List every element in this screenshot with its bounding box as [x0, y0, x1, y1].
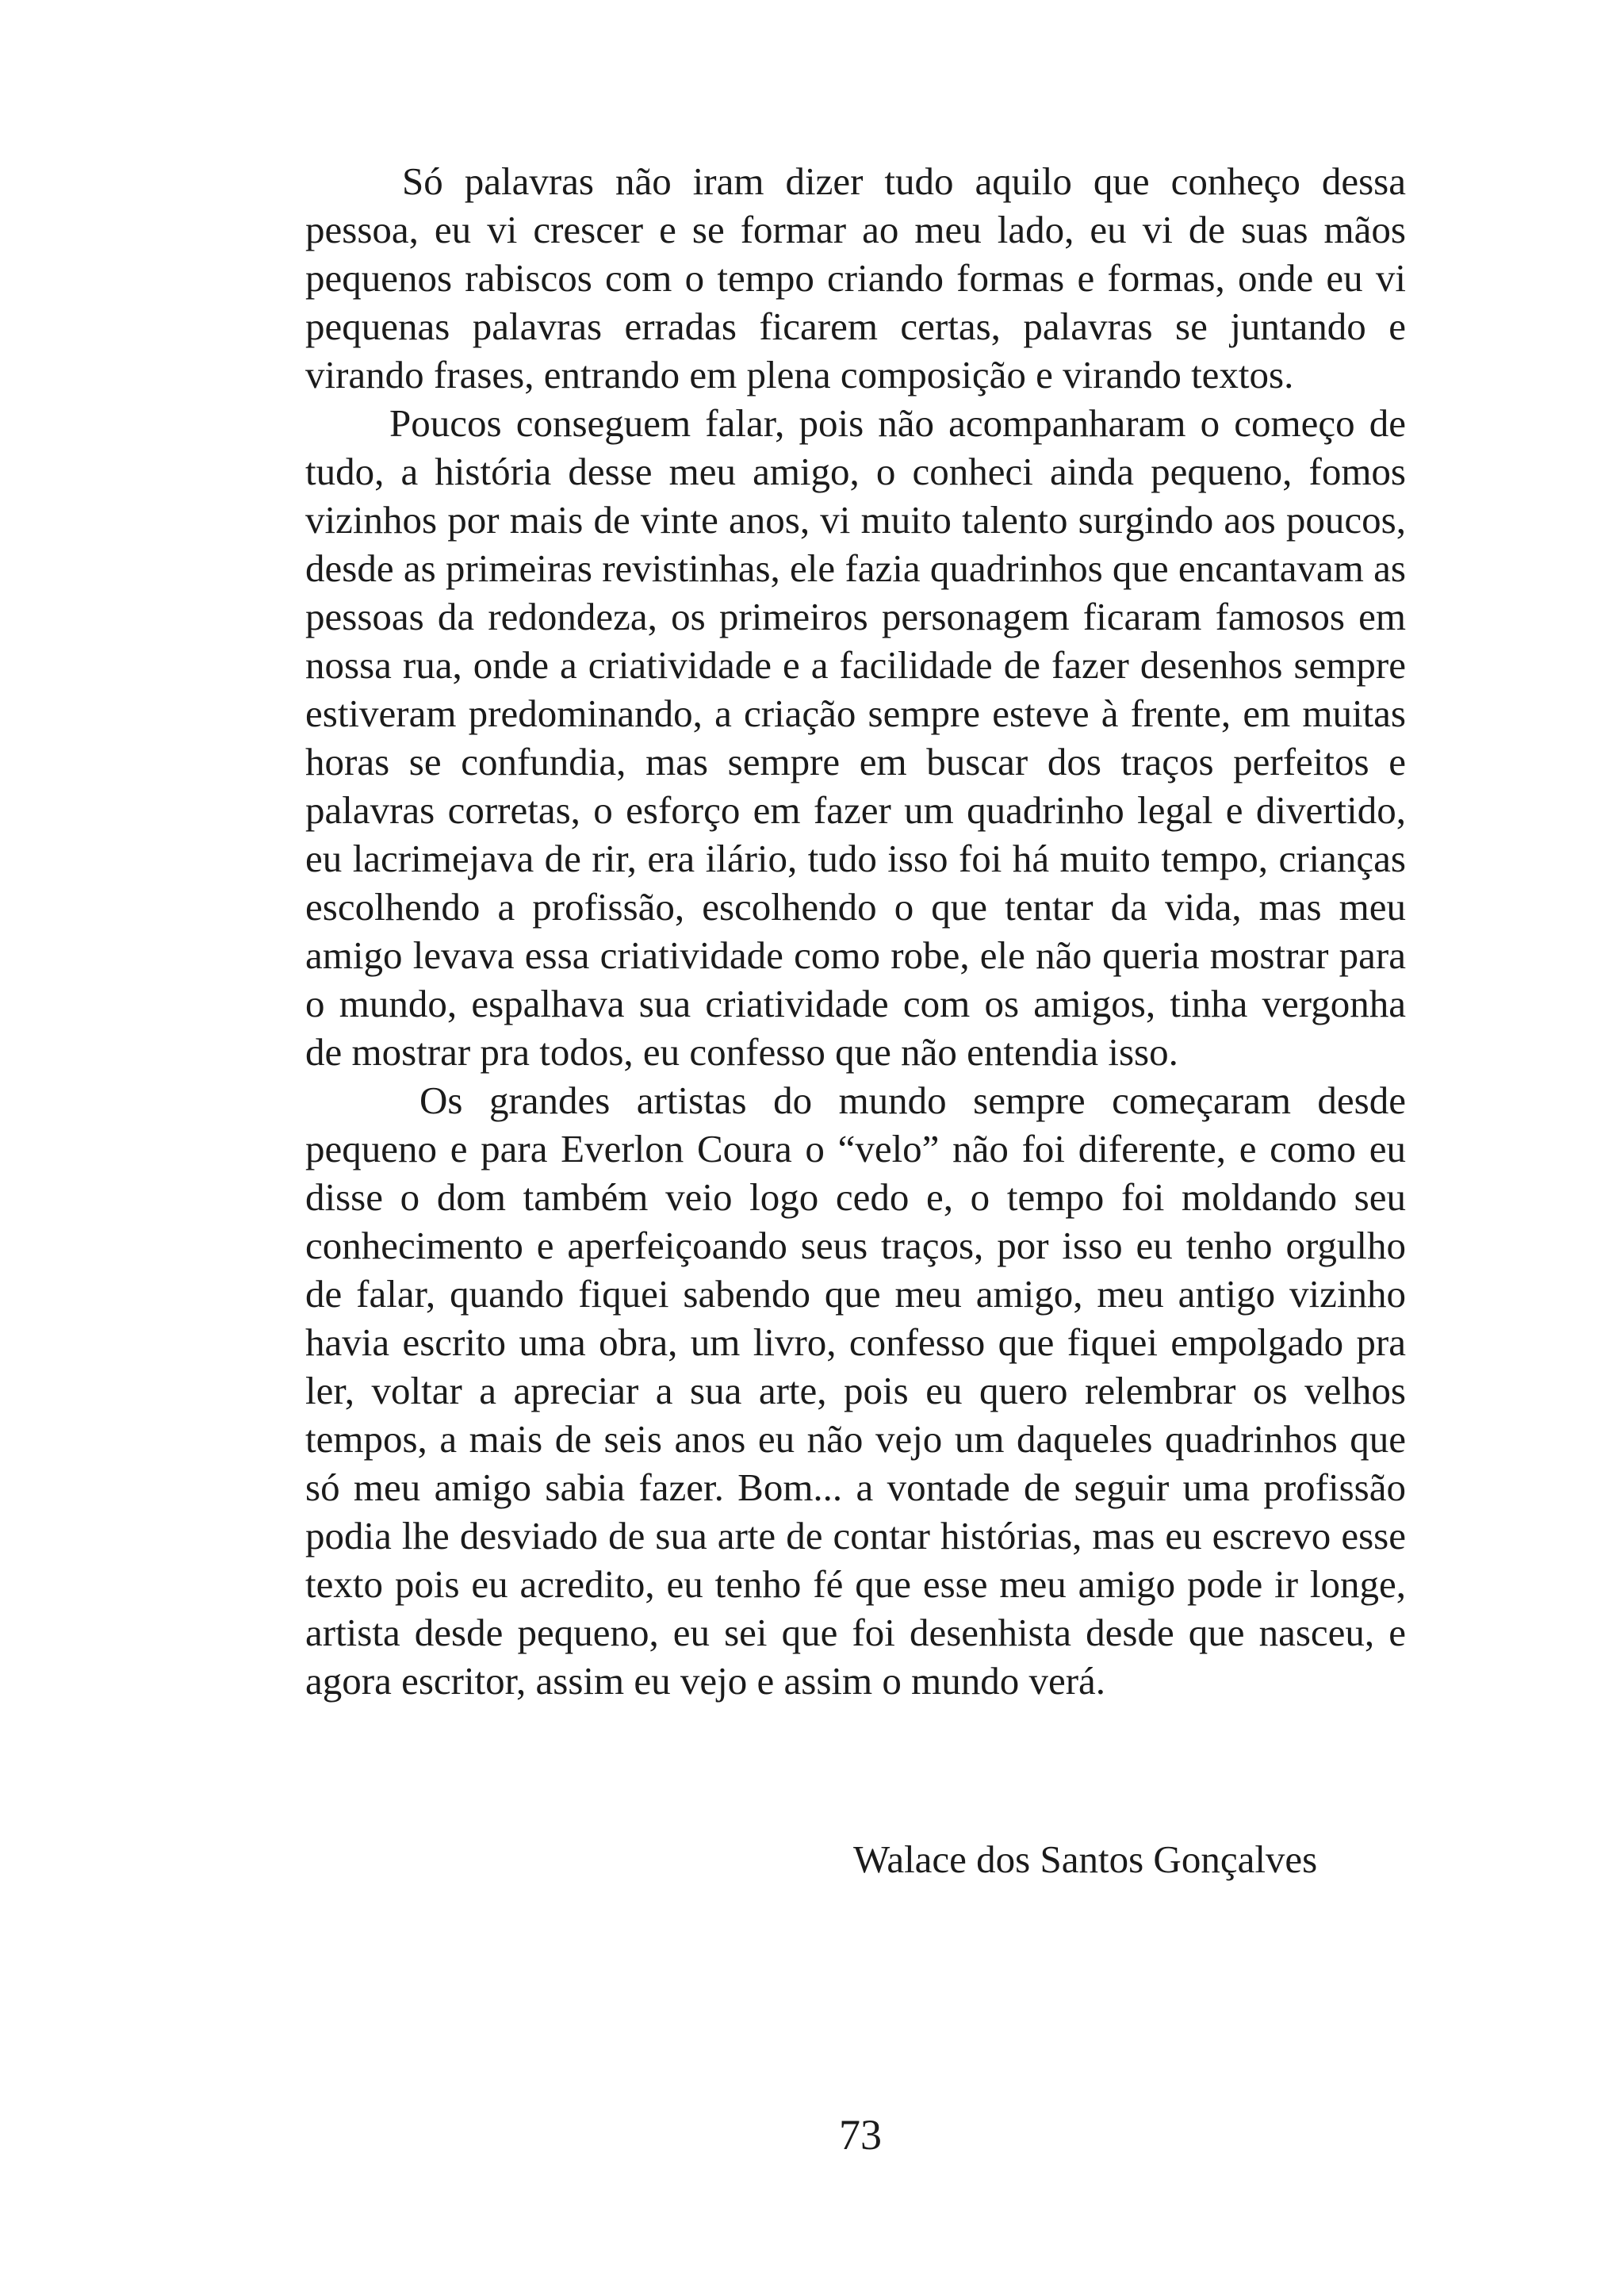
author-signature: Walace dos Santos Gonçalves — [853, 1837, 1318, 1881]
body-text — [305, 157, 1406, 1705]
paragraph-3: Os grandes artistas do mundo sempre começaram desde pequeno e para Everlon Coura o “velo” não foi diferente, e como eu disse o dom também veio logo cedo e, o tempo foi moldando seu conhecimento e aperfeiçoando seus traços, por isso eu tenho orgulho de falar, quando fiquei sabendo que meu amigo, meu antigo vizinho havia escrito uma obra, um livro, confesso que fiquei empolgado pra ler, voltar a apreciar a sua arte, pois eu quero relembrar os velhos tempos, a mais de seis anos eu não vejo um daqueles quadrinhos que só meu amigo sabia fazer. Bom... a vontade de seguir uma profissão podia lhe desviado de sua arte de contar histórias, mas eu escrevo esse texto pois eu acredito, eu tenho fé que esse meu amigo pode ir longe, artista desde pequeno, eu sei que foi desenhista desde que nasceu, e agora escritor, assim eu vejo e assim o mundo verá. — [305, 1079, 1406, 1703]
paragraph-1: Só palavras não iram dizer tudo aquilo que conheço dessa pessoa, eu vi crescer e se formar ao meu lado, eu vi de suas mãos pequenos rabiscos com o tempo criando formas e formas, onde eu vi pequenas palavras erradas ficarem certas, palavras se juntando e virando frases, entrando em plena composição e virando textos. — [305, 159, 1406, 397]
paragraph-2: Poucos conseguem falar, pois não acompanharam o começo de tudo, a história desse meu amigo, o conheci ainda pequeno, fomos vizinhos por mais de vinte anos, vi muito talento surgindo aos poucos, desde as primeiras revistinhas, ele fazia quadrinhos que encantavam as pessoas da redondeza, os primeiros personagem ficaram famosos em nossa rua, onde a criatividade e a facilidade de fazer desenhos sempre estiveram predominando, a criação sempre esteve à frente, em muitas horas se confundia, mas sempre em buscar dos traços perfeitos e palavras corretas, o esforço em fazer um quadrinho legal e divertido, eu lacrimejava de rir, era ilário, tudo isso foi há muito tempo, crianças escolhendo a profissão, escolhendo o que tentar da vida, mas meu amigo levava essa criatividade como robe, ele não queria mostrar para o mundo, espalhava sua criatividade com os amigos, tinha vergonha de mostrar pra todos, eu confesso que não entendia isso. — [305, 401, 1406, 1074]
page-number: 73 — [839, 2111, 882, 2159]
